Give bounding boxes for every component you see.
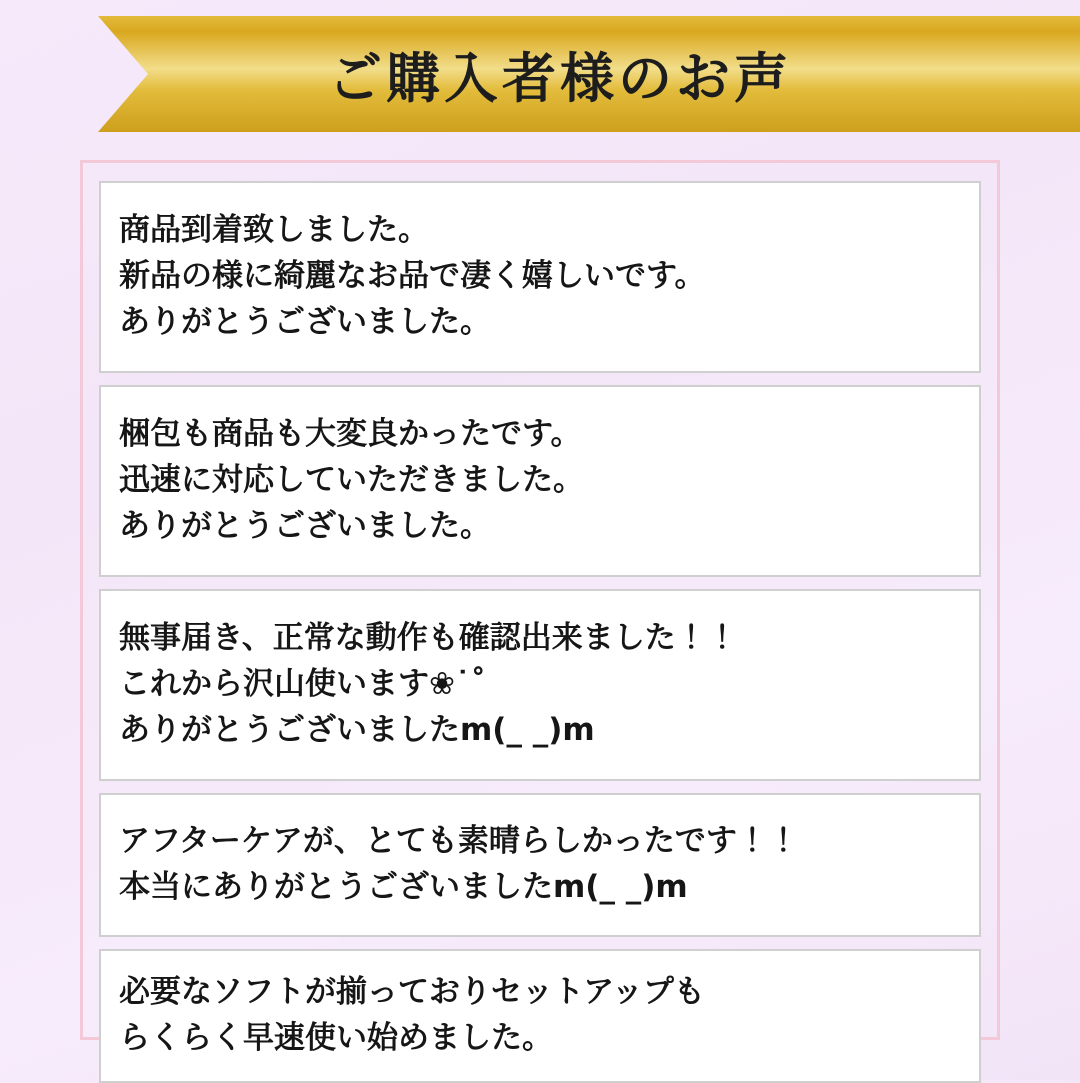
review-line: らくらく早速使い始めました。 (119, 1020, 553, 1056)
review-line: ありがとうございました。 (119, 508, 491, 544)
review-card (99, 793, 981, 937)
review-card (99, 589, 981, 781)
review-card (99, 949, 981, 1083)
reviews-panel (80, 160, 1000, 1056)
review-line: 新品の様に綺麗なお品で凄く嬉しいです。 (119, 257, 706, 294)
review-card (99, 385, 981, 577)
banner-title: ご購入者様のお声 (328, 46, 792, 110)
review-line: これから沢山使います❀˙˚ (119, 665, 486, 702)
banner-ribbon (0, 8, 1080, 140)
review-card (99, 181, 981, 373)
review-line: 梱包も商品も大変良かったです。 (119, 415, 582, 452)
review-line: 必要なソフトが揃っておりセットアップも (119, 973, 705, 1010)
review-line: ありがとうございましたm(_ _)m (119, 712, 595, 748)
review-line: 無事届き、正常な動作も確認出来ました！！ (119, 619, 738, 656)
review-line: 本当にありがとうございましたm(_ _)m (119, 869, 688, 905)
review-line: 迅速に対応していただきました。 (119, 461, 584, 498)
review-line: アフターケアが、とても素晴らしかったです！！ (119, 822, 799, 859)
review-line: 商品到着致しました。 (119, 211, 429, 248)
review-line: ありがとうございました。 (119, 304, 491, 340)
